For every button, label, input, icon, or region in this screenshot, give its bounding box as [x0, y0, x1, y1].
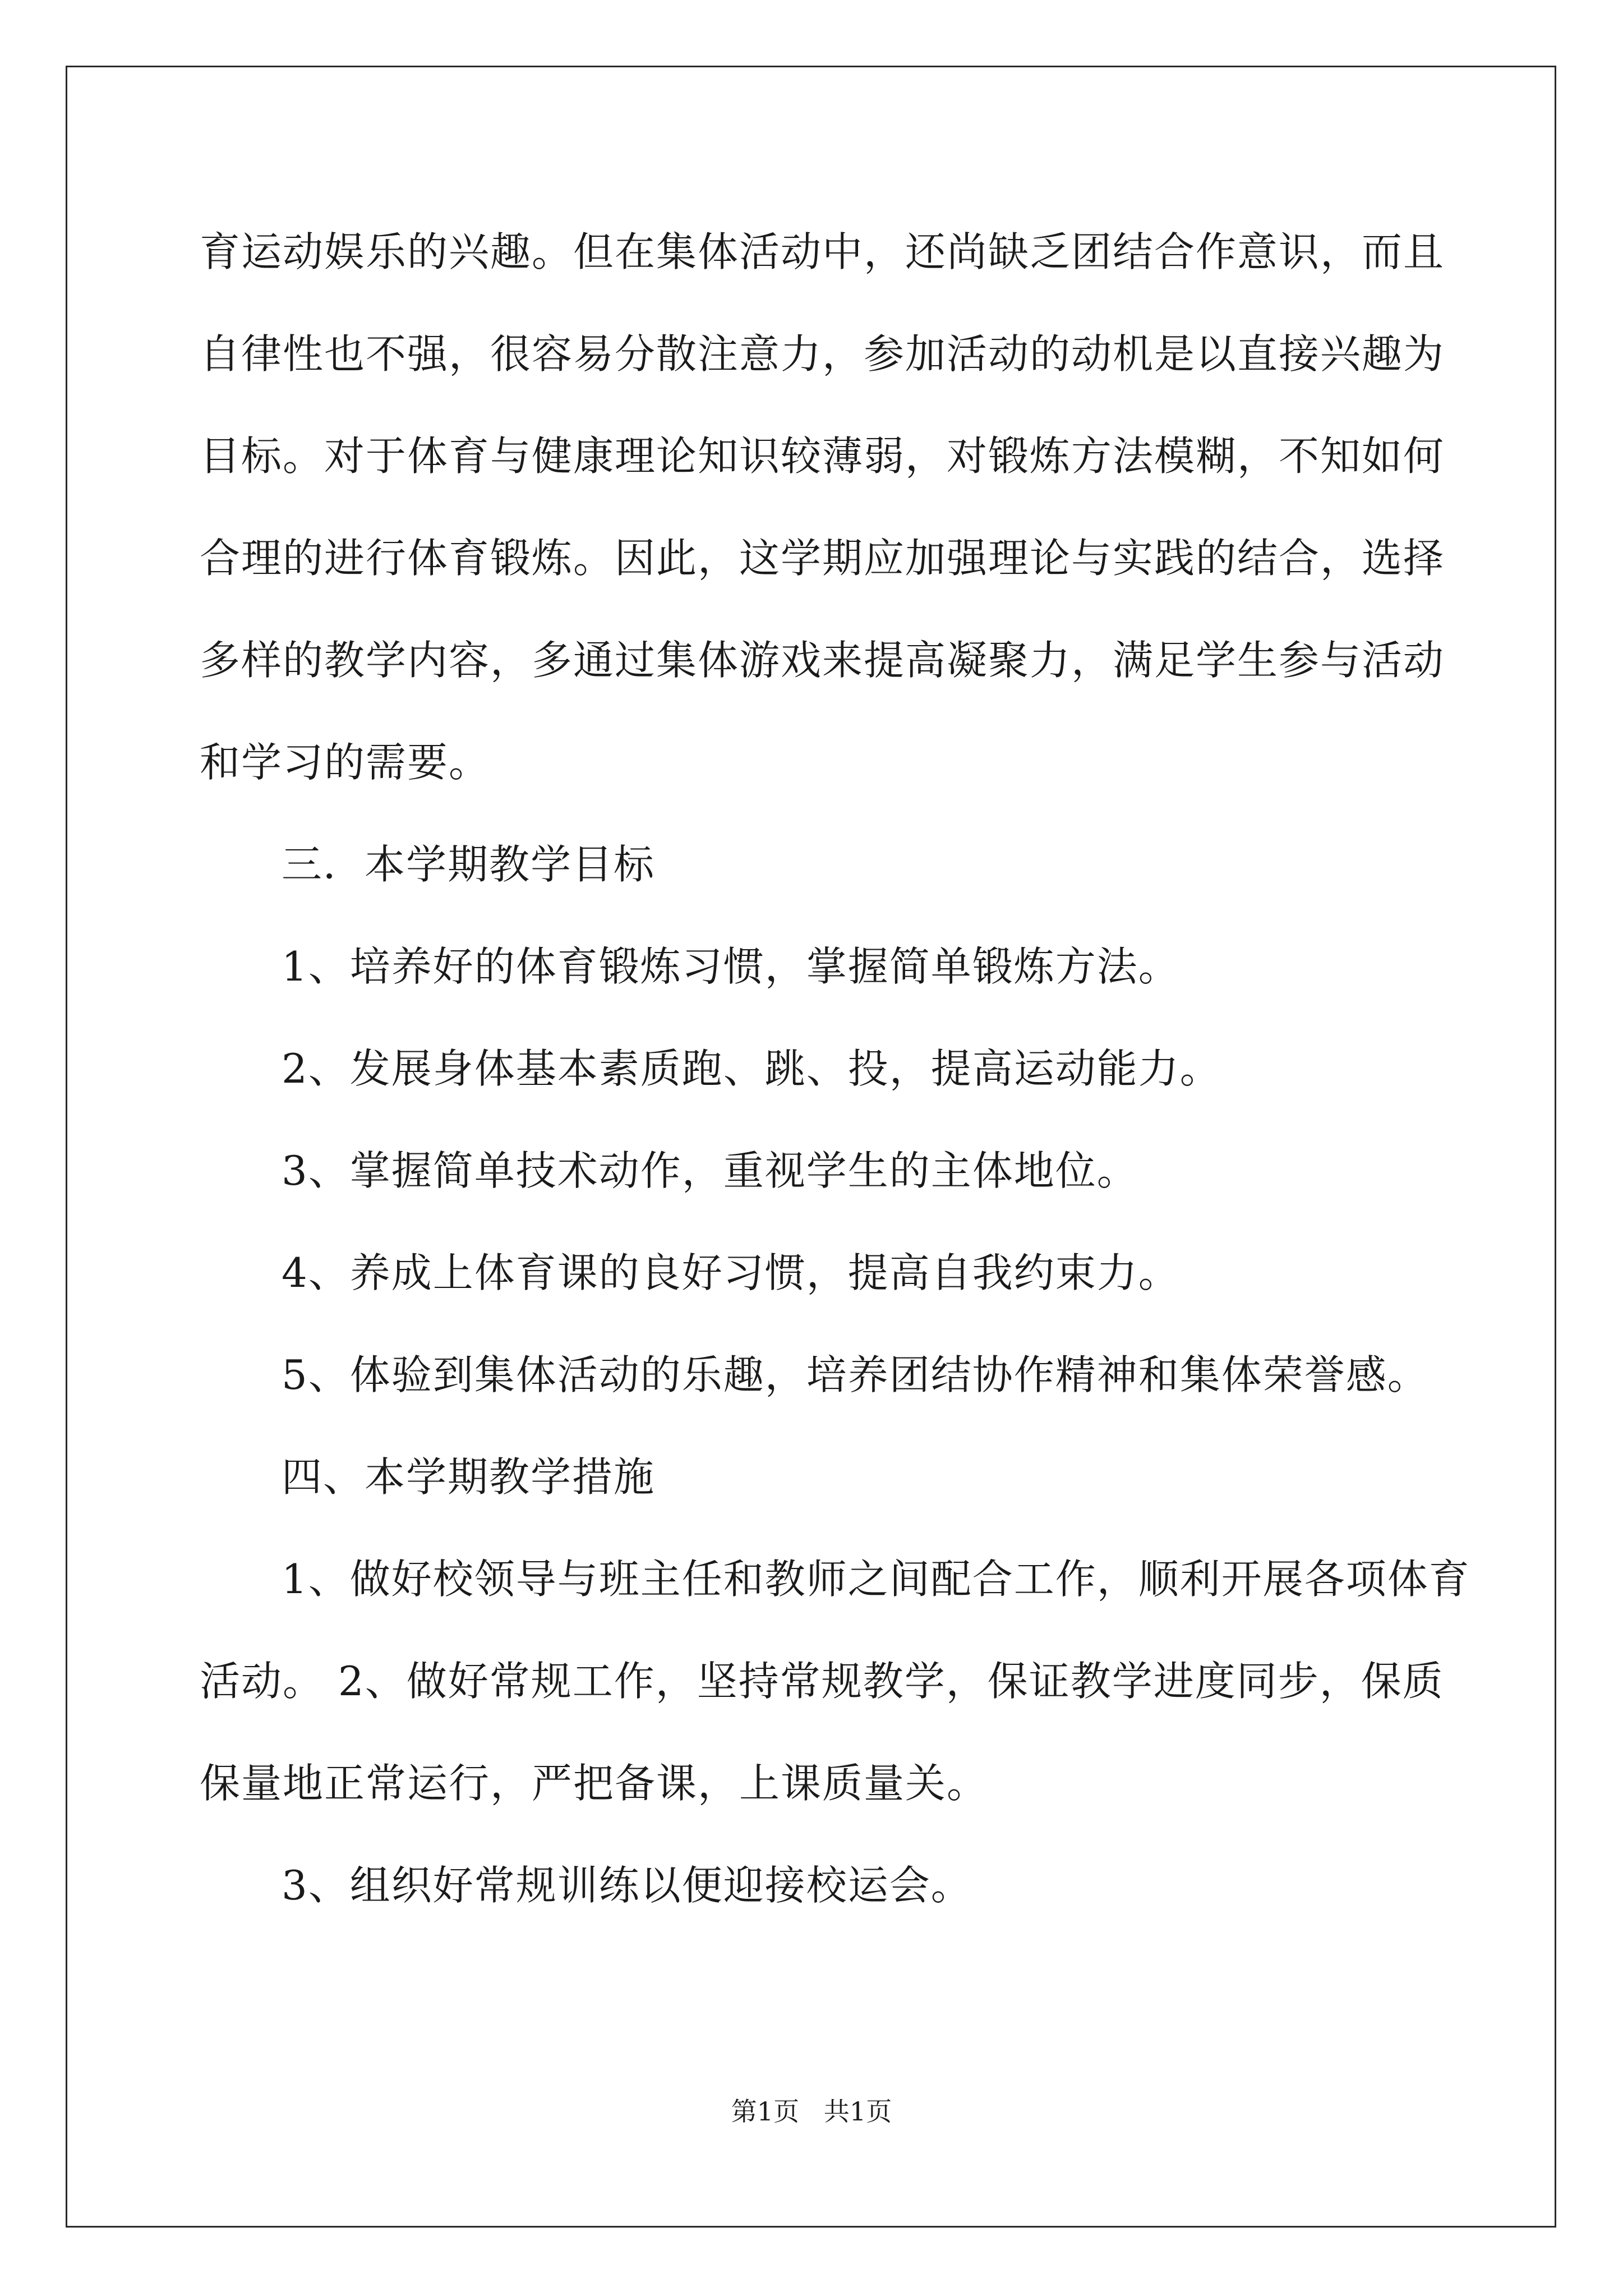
paragraph-line: 活动。 2、做好常规工作，坚持常规教学，保证教学进度同步，保质: [200, 1658, 1444, 1705]
paragraph-line: 合理的进行体育锻炼。因此，这学期应加强理论与实践的结合，选择: [200, 535, 1445, 582]
list-item: 5、体验到集体活动的乐趣，培养团结协作精神和集体荣誉感。: [282, 1351, 1429, 1398]
list-item: 4、养成上体育课的良好习惯，提高自我约束力。: [282, 1249, 1180, 1296]
paragraph-line: 和学习的需要。: [200, 739, 491, 786]
document-body: [200, 201, 1470, 1936]
list-item: 3、掌握简单技术动作，重视学生的主体地位。: [282, 1147, 1138, 1194]
list-item: 2、发展身体基本素质跑、跳、投，提高运动能力。: [282, 1045, 1221, 1092]
paragraph-line: 自律性也不强，很容易分散注意力，参加活动的动机是以直接兴趣为: [200, 330, 1445, 378]
page-number-footer: 第1页 共1页: [731, 2096, 892, 2127]
section-heading: 三．本学期教学目标: [282, 841, 656, 888]
paragraph-line: 育运动娱乐的兴趣。但在集体活动中，还尚缺乏团结合作意识，而且: [200, 228, 1445, 275]
section-heading: 四、本学期教学措施: [282, 1453, 656, 1501]
list-item: 1、培养好的体育锻炼习惯，掌握简单锻炼方法。: [282, 943, 1180, 990]
paragraph-line: 保量地正常运行，严把备课，上课质量关。: [200, 1760, 989, 1807]
paragraph-line: 目标。对于体育与健康理论知识较薄弱，对锻炼方法模糊，不知如何: [200, 432, 1445, 480]
paragraph-line: 多样的教学内容，多通过集体游戏来提高凝聚力，满足学生参与活动: [200, 637, 1445, 684]
list-item: 1、做好校领导与班主任和教师之间配合工作，顺利开展各项体育: [282, 1556, 1470, 1603]
list-item: 3、组织好常规训练以便迎接校运会。: [282, 1862, 972, 1909]
